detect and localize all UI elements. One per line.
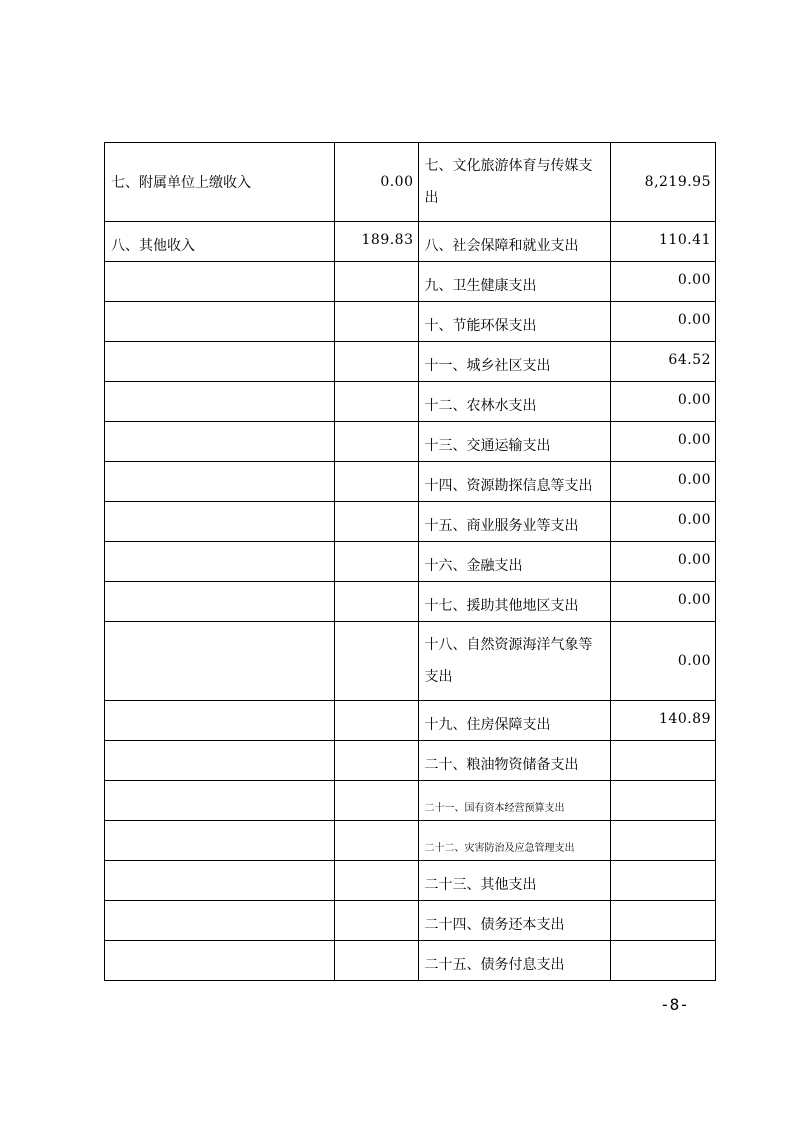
income-amount	[335, 422, 418, 462]
expense-amount: 0.00	[610, 422, 715, 462]
income-amount	[335, 741, 418, 781]
table-row	[105, 821, 716, 861]
income-label	[105, 821, 335, 861]
expense-label: 八、社会保障和就业支出	[418, 222, 610, 262]
expense-label: 十二、农林水支出	[418, 382, 610, 422]
income-amount	[335, 821, 418, 861]
table-row	[105, 622, 716, 701]
expense-amount	[610, 861, 715, 901]
income-label	[105, 941, 335, 981]
expense-amount: 140.89	[610, 701, 715, 741]
income-amount	[335, 701, 418, 741]
expense-label: 二十一、国有资本经营预算支出	[418, 781, 610, 821]
table-row	[105, 302, 716, 342]
table-row	[105, 941, 716, 981]
table-row	[105, 781, 716, 821]
expense-label: 二十四、债务还本支出	[418, 901, 610, 941]
table-row	[105, 222, 716, 262]
expense-label: 十三、交通运输支出	[418, 422, 610, 462]
expense-amount: 0.00	[610, 462, 715, 502]
expense-amount	[610, 821, 715, 861]
expense-label: 二十二、灾害防治及应急管理支出	[418, 821, 610, 861]
table-row	[105, 701, 716, 741]
expense-amount: 110.41	[610, 222, 715, 262]
income-label	[105, 382, 335, 422]
income-amount	[335, 302, 418, 342]
expense-amount: 0.00	[610, 622, 715, 701]
income-amount	[335, 542, 418, 582]
expense-label: 十八、自然资源海洋气象等支出	[418, 622, 610, 701]
income-amount	[335, 342, 418, 382]
expense-amount: 0.00	[610, 302, 715, 342]
income-amount	[335, 941, 418, 981]
expense-label: 十一、城乡社区支出	[418, 342, 610, 382]
expense-amount	[610, 901, 715, 941]
income-amount	[335, 781, 418, 821]
income-label	[105, 342, 335, 382]
table-row	[105, 262, 716, 302]
income-amount	[335, 262, 418, 302]
table-row	[105, 502, 716, 542]
table-row	[105, 143, 716, 222]
expense-amount: 0.00	[610, 502, 715, 542]
income-label: 八、其他收入	[105, 222, 335, 262]
table-row	[105, 582, 716, 622]
expense-label: 二十五、债务付息支出	[418, 941, 610, 981]
expense-label: 十五、商业服务业等支出	[418, 502, 610, 542]
income-label	[105, 542, 335, 582]
income-label	[105, 781, 335, 821]
table-row	[105, 422, 716, 462]
income-label	[105, 861, 335, 901]
income-label	[105, 582, 335, 622]
expense-amount: 0.00	[610, 382, 715, 422]
expense-amount	[610, 941, 715, 981]
income-label	[105, 741, 335, 781]
expense-amount	[610, 781, 715, 821]
expense-label: 二十、粮油物资储备支出	[418, 741, 610, 781]
income-label	[105, 422, 335, 462]
income-amount	[335, 622, 418, 701]
table-row	[105, 462, 716, 502]
expense-amount	[610, 741, 715, 781]
income-amount: 0.00	[335, 143, 418, 222]
expense-label: 十九、住房保障支出	[418, 701, 610, 741]
expense-label: 十七、援助其他地区支出	[418, 582, 610, 622]
table-row	[105, 861, 716, 901]
table-row	[105, 382, 716, 422]
income-label	[105, 502, 335, 542]
table-row	[105, 342, 716, 382]
page-number: -8-	[660, 995, 689, 1014]
expense-label: 二十三、其他支出	[418, 861, 610, 901]
expense-label: 七、文化旅游体育与传媒支出	[418, 143, 610, 222]
income-label	[105, 302, 335, 342]
expense-amount: 8,219.95	[610, 143, 715, 222]
income-label: 七、附属单位上缴收入	[105, 143, 335, 222]
income-amount	[335, 582, 418, 622]
income-label	[105, 462, 335, 502]
expense-amount: 64.52	[610, 342, 715, 382]
income-amount	[335, 382, 418, 422]
expense-label: 十、节能环保支出	[418, 302, 610, 342]
income-label	[105, 701, 335, 741]
income-amount	[335, 502, 418, 542]
table-row	[105, 741, 716, 781]
expense-amount: 0.00	[610, 262, 715, 302]
income-label	[105, 901, 335, 941]
income-amount	[335, 861, 418, 901]
table-row	[105, 901, 716, 941]
income-label	[105, 622, 335, 701]
table-row	[105, 542, 716, 582]
expense-label: 十六、金融支出	[418, 542, 610, 582]
expense-amount: 0.00	[610, 542, 715, 582]
income-amount	[335, 901, 418, 941]
budget-table	[104, 142, 716, 981]
income-amount: 189.83	[335, 222, 418, 262]
expense-label: 九、卫生健康支出	[418, 262, 610, 302]
expense-label: 十四、资源勘探信息等支出	[418, 462, 610, 502]
expense-amount: 0.00	[610, 582, 715, 622]
income-amount	[335, 462, 418, 502]
income-label	[105, 262, 335, 302]
